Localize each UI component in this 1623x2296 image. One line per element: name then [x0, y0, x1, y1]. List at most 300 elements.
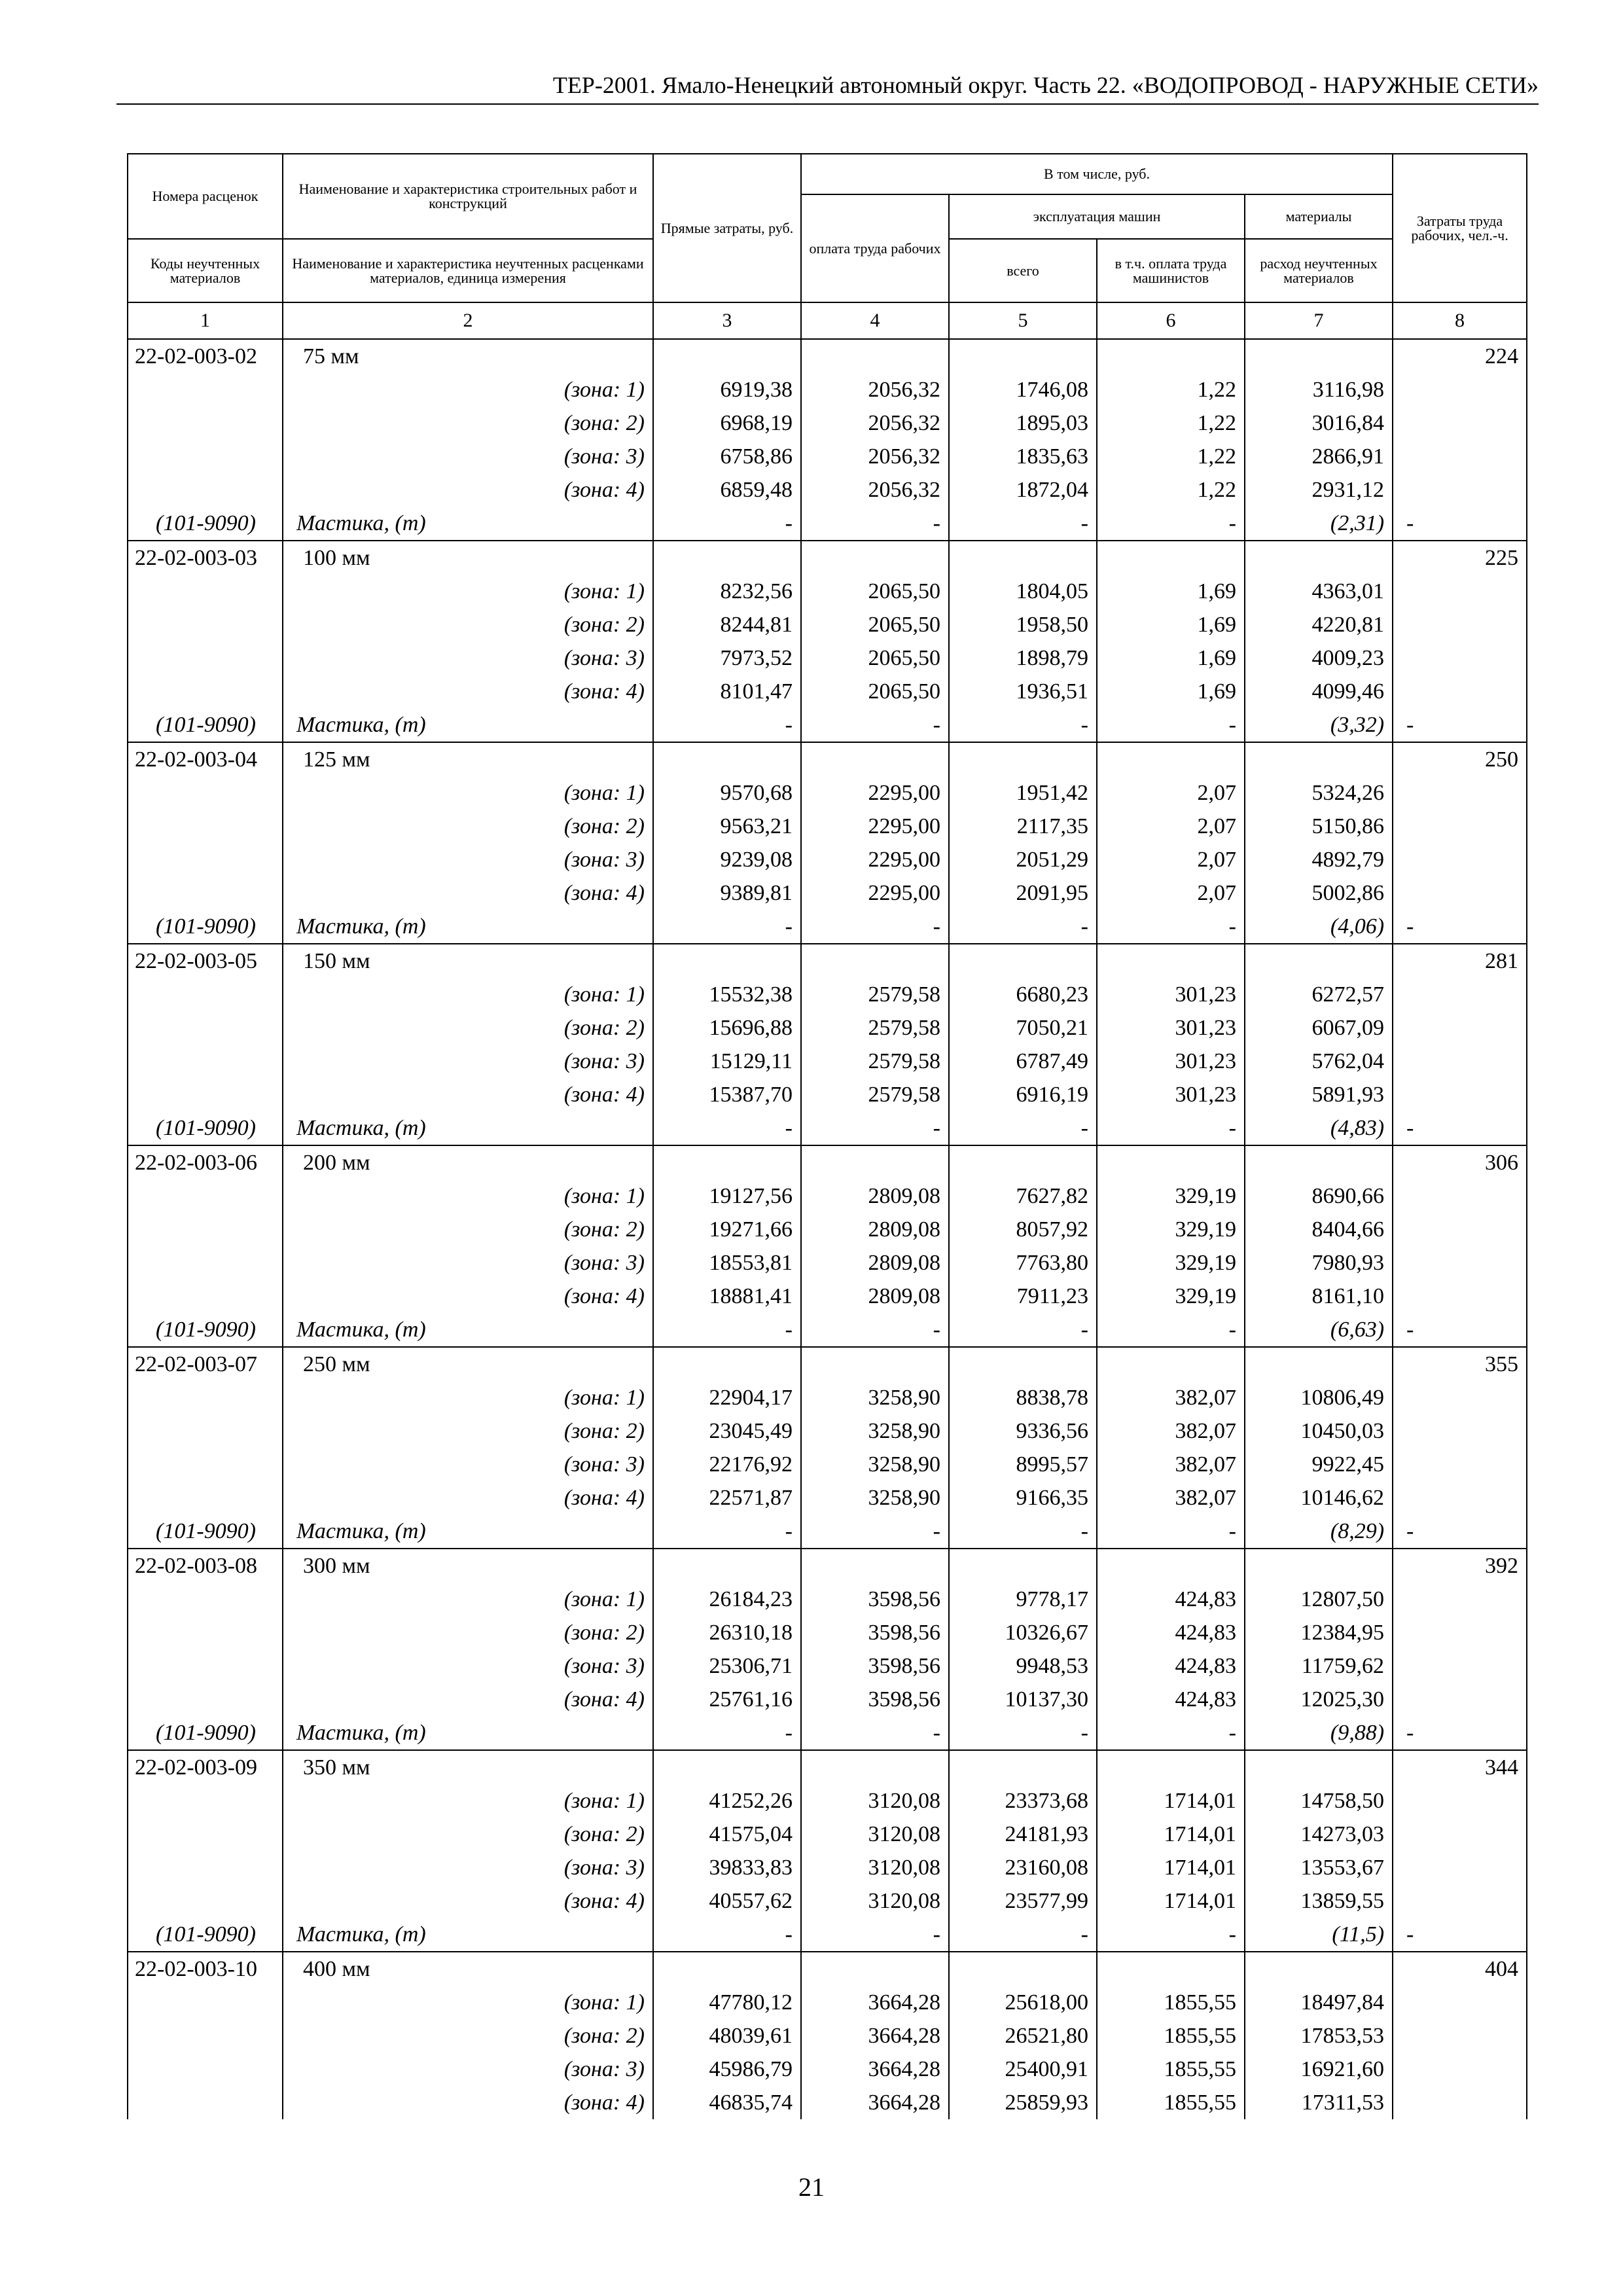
machines-operators: 1,22 [1097, 373, 1245, 406]
direct-costs: 45986,79 [653, 2053, 801, 2086]
empty-cell [653, 1952, 801, 1986]
zone-row [128, 810, 1527, 843]
zone-label: (зона: 4) [283, 675, 653, 708]
zone-row [128, 575, 1527, 608]
material-labor-cost: - [1393, 1313, 1527, 1347]
empty-cell [1393, 2019, 1527, 2053]
zone-row [128, 1011, 1527, 1045]
direct-costs: 25761,16 [653, 1683, 801, 1716]
rate-name: 400 мм [283, 1952, 653, 1986]
zone-label: (зона: 2) [283, 810, 653, 843]
empty-cell [1097, 541, 1245, 575]
zone-label: (зона: 2) [283, 1414, 653, 1448]
empty-cell [949, 1145, 1097, 1179]
material-quantity: (9,88) [1245, 1716, 1393, 1750]
empty-cell [653, 541, 801, 575]
machines-total: 7763,80 [949, 1246, 1097, 1280]
machines-total: 25859,93 [949, 2086, 1097, 2119]
empty-cell [128, 1884, 283, 1918]
empty-cell [1393, 1784, 1527, 1818]
zone-row [128, 2053, 1527, 2086]
material-code: (101-9090) [128, 1918, 283, 1952]
empty-cell [1393, 473, 1527, 507]
direct-costs: 15387,70 [653, 1078, 801, 1111]
zone-label: (зона: 4) [283, 1481, 653, 1515]
machines-operators: 1714,01 [1097, 1851, 1245, 1884]
material-row [128, 507, 1527, 541]
material-labor-pay: - [801, 507, 949, 541]
materials: 6067,09 [1245, 1011, 1393, 1045]
zone-row [128, 1986, 1527, 2019]
direct-costs: 41575,04 [653, 1818, 801, 1851]
empty-cell [128, 473, 283, 507]
direct-costs: 19271,66 [653, 1213, 801, 1246]
machines-total: 23577,99 [949, 1884, 1097, 1918]
material-name: Мастика, (т) [283, 1918, 653, 1952]
machines-total: 9166,35 [949, 1481, 1097, 1515]
materials: 2866,91 [1245, 440, 1393, 473]
table-body [128, 339, 1527, 2119]
empty-cell [1393, 810, 1527, 843]
empty-cell [128, 575, 283, 608]
zone-row [128, 1884, 1527, 1918]
empty-cell [1393, 1616, 1527, 1649]
machines-total: 8995,57 [949, 1448, 1097, 1481]
labor-cost: 224 [1393, 339, 1527, 373]
machines-operators: 2,07 [1097, 810, 1245, 843]
material-machines-total: - [949, 1313, 1097, 1347]
material-direct-costs: - [653, 708, 801, 742]
zone-row [128, 641, 1527, 675]
material-labor-pay: - [801, 1918, 949, 1952]
material-row [128, 1515, 1527, 1549]
empty-cell [949, 339, 1097, 373]
empty-cell [1393, 1078, 1527, 1111]
labor-pay: 3598,56 [801, 1583, 949, 1616]
machines-operators: 1,22 [1097, 473, 1245, 507]
zone-row [128, 608, 1527, 641]
empty-cell [1393, 575, 1527, 608]
header-rate-numbers: Номера расценок [128, 154, 283, 239]
empty-cell [128, 1683, 283, 1716]
material-row [128, 1313, 1527, 1347]
empty-cell [128, 1179, 283, 1213]
machines-total: 23373,68 [949, 1784, 1097, 1818]
labor-pay: 2065,50 [801, 608, 949, 641]
materials: 17311,53 [1245, 2086, 1393, 2119]
rate-row [128, 541, 1527, 575]
machines-total: 8057,92 [949, 1213, 1097, 1246]
labor-pay: 3664,28 [801, 2086, 949, 2119]
empty-cell [1393, 776, 1527, 810]
machines-total: 1872,04 [949, 473, 1097, 507]
labor-pay: 3598,56 [801, 1616, 949, 1649]
material-labor-cost: - [1393, 1515, 1527, 1549]
materials: 5324,26 [1245, 776, 1393, 810]
rate-code: 22-02-003-02 [128, 339, 283, 373]
machines-total: 23160,08 [949, 1851, 1097, 1884]
material-row [128, 1716, 1527, 1750]
machines-operators: 1714,01 [1097, 1784, 1245, 1818]
labor-cost: 281 [1393, 944, 1527, 978]
machines-total: 2051,29 [949, 843, 1097, 876]
material-quantity: (4,06) [1245, 910, 1393, 944]
labor-pay: 2809,08 [801, 1213, 949, 1246]
zone-label: (зона: 3) [283, 641, 653, 675]
header-materials: материалы [1245, 194, 1393, 239]
empty-cell [128, 1381, 283, 1414]
labor-pay: 3664,28 [801, 2053, 949, 2086]
rate-name: 125 мм [283, 742, 653, 776]
empty-cell [949, 1347, 1097, 1381]
material-row [128, 1111, 1527, 1145]
direct-costs: 6919,38 [653, 373, 801, 406]
material-labor-cost: - [1393, 708, 1527, 742]
labor-pay: 2579,58 [801, 978, 949, 1011]
materials: 5891,93 [1245, 1078, 1393, 1111]
zone-label: (зона: 3) [283, 1045, 653, 1078]
materials: 4892,79 [1245, 843, 1393, 876]
direct-costs: 26310,18 [653, 1616, 801, 1649]
machines-total: 25618,00 [949, 1986, 1097, 2019]
materials: 5002,86 [1245, 876, 1393, 910]
empty-cell [1393, 1280, 1527, 1313]
direct-costs: 6859,48 [653, 473, 801, 507]
empty-cell [1393, 1884, 1527, 1918]
labor-pay: 2065,50 [801, 575, 949, 608]
labor-pay: 3120,08 [801, 1884, 949, 1918]
zone-label: (зона: 3) [283, 440, 653, 473]
machines-total: 25400,91 [949, 2053, 1097, 2086]
header-col-number: 1 [128, 302, 283, 339]
empty-cell [128, 1448, 283, 1481]
zone-label: (зона: 1) [283, 1179, 653, 1213]
zone-label: (зона: 2) [283, 608, 653, 641]
labor-cost: 250 [1393, 742, 1527, 776]
empty-cell [128, 373, 283, 406]
zone-label: (зона: 3) [283, 1246, 653, 1280]
empty-cell [653, 742, 801, 776]
material-quantity: (8,29) [1245, 1515, 1393, 1549]
material-machines-total: - [949, 910, 1097, 944]
materials: 14758,50 [1245, 1784, 1393, 1818]
empty-cell [128, 1481, 283, 1515]
empty-cell [128, 1583, 283, 1616]
machines-total: 6680,23 [949, 978, 1097, 1011]
materials: 3116,98 [1245, 373, 1393, 406]
direct-costs: 18553,81 [653, 1246, 801, 1280]
material-code: (101-9090) [128, 1716, 283, 1750]
direct-costs: 41252,26 [653, 1784, 801, 1818]
material-direct-costs: - [653, 1111, 801, 1145]
empty-cell [1097, 1549, 1245, 1583]
labor-pay: 2056,32 [801, 406, 949, 440]
zone-row [128, 1414, 1527, 1448]
rate-name: 75 мм [283, 339, 653, 373]
material-direct-costs: - [653, 1918, 801, 1952]
empty-cell [1393, 843, 1527, 876]
machines-operators: 2,07 [1097, 876, 1245, 910]
material-name: Мастика, (т) [283, 507, 653, 541]
empty-cell [801, 1347, 949, 1381]
machines-operators: 424,83 [1097, 1649, 1245, 1683]
labor-pay: 3598,56 [801, 1683, 949, 1716]
materials: 12384,95 [1245, 1616, 1393, 1649]
empty-cell [1393, 2086, 1527, 2119]
zone-row [128, 1683, 1527, 1716]
labor-cost: 225 [1393, 541, 1527, 575]
empty-cell [1097, 1145, 1245, 1179]
header-material-description: Наименование и характеристика неучтенных расценками материалов, единица измерения [283, 239, 653, 302]
direct-costs: 8101,47 [653, 675, 801, 708]
materials: 18497,84 [1245, 1986, 1393, 2019]
rates-table-container [127, 153, 1526, 2119]
zone-label: (зона: 4) [283, 1884, 653, 1918]
labor-pay: 2295,00 [801, 876, 949, 910]
empty-cell [128, 2053, 283, 2086]
labor-pay: 2579,58 [801, 1078, 949, 1111]
machines-operators: 382,07 [1097, 1481, 1245, 1515]
zone-label: (зона: 1) [283, 776, 653, 810]
zone-label: (зона: 2) [283, 1616, 653, 1649]
empty-cell [653, 1549, 801, 1583]
machines-total: 1936,51 [949, 675, 1097, 708]
zone-row [128, 1280, 1527, 1313]
zone-label: (зона: 1) [283, 373, 653, 406]
material-direct-costs: - [653, 910, 801, 944]
empty-cell [128, 876, 283, 910]
machines-total: 9948,53 [949, 1649, 1097, 1683]
empty-cell [1393, 1986, 1527, 2019]
empty-cell [128, 1045, 283, 1078]
zone-row [128, 1213, 1527, 1246]
zone-label: (зона: 3) [283, 2053, 653, 2086]
empty-cell [128, 406, 283, 440]
labor-pay: 2295,00 [801, 776, 949, 810]
labor-pay: 2295,00 [801, 810, 949, 843]
rate-name: 350 мм [283, 1750, 653, 1784]
machines-operators: 424,83 [1097, 1616, 1245, 1649]
machines-operators: 1855,55 [1097, 2019, 1245, 2053]
labor-pay: 2056,32 [801, 373, 949, 406]
machines-operators: 1,69 [1097, 675, 1245, 708]
rate-row [128, 742, 1527, 776]
machines-operators: 1855,55 [1097, 1986, 1245, 2019]
material-quantity: (11,5) [1245, 1918, 1393, 1952]
empty-cell [1393, 1011, 1527, 1045]
material-labor-pay: - [801, 1716, 949, 1750]
materials: 17853,53 [1245, 2019, 1393, 2053]
direct-costs: 48039,61 [653, 2019, 801, 2053]
material-machines-operators: - [1097, 507, 1245, 541]
rate-code: 22-02-003-04 [128, 742, 283, 776]
empty-cell [801, 1952, 949, 1986]
labor-pay: 2809,08 [801, 1246, 949, 1280]
material-labor-pay: - [801, 1313, 949, 1347]
labor-cost: 355 [1393, 1347, 1527, 1381]
rate-row [128, 1952, 1527, 1986]
labor-pay: 2809,08 [801, 1179, 949, 1213]
labor-pay: 3598,56 [801, 1649, 949, 1683]
header-col-number: 4 [801, 302, 949, 339]
direct-costs: 6968,19 [653, 406, 801, 440]
direct-costs: 40557,62 [653, 1884, 801, 1918]
header-col-number: 3 [653, 302, 801, 339]
material-machines-operators: - [1097, 1918, 1245, 1952]
direct-costs: 25306,71 [653, 1649, 801, 1683]
empty-cell [801, 944, 949, 978]
rate-code: 22-02-003-07 [128, 1347, 283, 1381]
header-work-description: Наименование и характеристика строительных работ и конструкций [283, 154, 653, 239]
material-name: Мастика, (т) [283, 1313, 653, 1347]
material-row [128, 910, 1527, 944]
material-labor-cost: - [1393, 1111, 1527, 1145]
empty-cell [1393, 675, 1527, 708]
empty-cell [1097, 1952, 1245, 1986]
labor-pay: 3258,90 [801, 1481, 949, 1515]
machines-operators: 382,07 [1097, 1448, 1245, 1481]
materials: 4363,01 [1245, 575, 1393, 608]
machines-total: 24181,93 [949, 1818, 1097, 1851]
zone-label: (зона: 1) [283, 1784, 653, 1818]
machines-operators: 1,69 [1097, 608, 1245, 641]
labor-pay: 2065,50 [801, 675, 949, 708]
rate-code: 22-02-003-08 [128, 1549, 283, 1583]
zone-row [128, 1246, 1527, 1280]
materials: 7980,93 [1245, 1246, 1393, 1280]
machines-operators: 1,69 [1097, 575, 1245, 608]
empty-cell [1393, 876, 1527, 910]
rate-name: 150 мм [283, 944, 653, 978]
empty-cell [1393, 1851, 1527, 1884]
rate-row [128, 339, 1527, 373]
machines-operators: 1714,01 [1097, 1884, 1245, 1918]
labor-pay: 2579,58 [801, 1011, 949, 1045]
material-code: (101-9090) [128, 1111, 283, 1145]
empty-cell [801, 1750, 949, 1784]
materials: 8404,66 [1245, 1213, 1393, 1246]
zone-label: (зона: 2) [283, 1818, 653, 1851]
zone-row [128, 1851, 1527, 1884]
material-quantity: (2,31) [1245, 507, 1393, 541]
zone-row [128, 406, 1527, 440]
zone-row [128, 440, 1527, 473]
direct-costs: 26184,23 [653, 1583, 801, 1616]
material-labor-pay: - [801, 708, 949, 742]
zone-row [128, 1078, 1527, 1111]
empty-cell [1245, 541, 1393, 575]
direct-costs: 8244,81 [653, 608, 801, 641]
header-machines-operators: в т.ч. оплата труда машинистов [1097, 239, 1245, 302]
machines-total: 1746,08 [949, 373, 1097, 406]
empty-cell [1393, 1179, 1527, 1213]
direct-costs: 23045,49 [653, 1414, 801, 1448]
empty-cell [128, 776, 283, 810]
zone-row [128, 1381, 1527, 1414]
empty-cell [1245, 1145, 1393, 1179]
direct-costs: 47780,12 [653, 1986, 801, 2019]
material-machines-operators: - [1097, 1716, 1245, 1750]
rate-row [128, 1347, 1527, 1381]
materials: 13859,55 [1245, 1884, 1393, 1918]
rates-table [127, 153, 1527, 2119]
empty-cell [128, 810, 283, 843]
materials: 6272,57 [1245, 978, 1393, 1011]
machines-operators: 301,23 [1097, 1078, 1245, 1111]
machines-operators: 382,07 [1097, 1381, 1245, 1414]
empty-cell [128, 1851, 283, 1884]
zone-label: (зона: 3) [283, 843, 653, 876]
rate-code: 22-02-003-06 [128, 1145, 283, 1179]
machines-total: 7627,82 [949, 1179, 1097, 1213]
header-col-number: 7 [1245, 302, 1393, 339]
zone-label: (зона: 2) [283, 406, 653, 440]
materials: 9922,45 [1245, 1448, 1393, 1481]
zone-row [128, 876, 1527, 910]
machines-operators: 301,23 [1097, 1045, 1245, 1078]
machines-total: 1895,03 [949, 406, 1097, 440]
empty-cell [1393, 1045, 1527, 1078]
machines-operators: 2,07 [1097, 843, 1245, 876]
materials: 5762,04 [1245, 1045, 1393, 1078]
machines-operators: 301,23 [1097, 1011, 1245, 1045]
empty-cell [1393, 1818, 1527, 1851]
machines-total: 1835,63 [949, 440, 1097, 473]
labor-pay: 3258,90 [801, 1414, 949, 1448]
labor-pay: 3258,90 [801, 1448, 949, 1481]
materials: 8161,10 [1245, 1280, 1393, 1313]
material-machines-operators: - [1097, 708, 1245, 742]
empty-cell [1097, 742, 1245, 776]
rate-name: 100 мм [283, 541, 653, 575]
empty-cell [801, 541, 949, 575]
labor-pay: 3258,90 [801, 1381, 949, 1414]
machines-operators: 1855,55 [1097, 2053, 1245, 2086]
rate-code: 22-02-003-10 [128, 1952, 283, 1986]
empty-cell [1393, 440, 1527, 473]
materials: 10806,49 [1245, 1381, 1393, 1414]
machines-total: 10326,67 [949, 1616, 1097, 1649]
empty-cell [1393, 373, 1527, 406]
header-machines-total: всего [949, 239, 1097, 302]
rate-code: 22-02-003-05 [128, 944, 283, 978]
rate-row [128, 1750, 1527, 1784]
zone-label: (зона: 1) [283, 1583, 653, 1616]
materials: 10146,62 [1245, 1481, 1393, 1515]
zone-row [128, 776, 1527, 810]
zone-label: (зона: 2) [283, 2019, 653, 2053]
material-machines-total: - [949, 708, 1097, 742]
zone-row [128, 1481, 1527, 1515]
empty-cell [1393, 978, 1527, 1011]
zone-label: (зона: 2) [283, 1011, 653, 1045]
materials: 12025,30 [1245, 1683, 1393, 1716]
labor-pay: 2056,32 [801, 473, 949, 507]
machines-total: 9778,17 [949, 1583, 1097, 1616]
table-header [128, 154, 1527, 339]
zone-row [128, 473, 1527, 507]
zone-label: (зона: 4) [283, 1683, 653, 1716]
machines-operators: 329,19 [1097, 1280, 1245, 1313]
empty-cell [128, 2086, 283, 2119]
machines-total: 6916,19 [949, 1078, 1097, 1111]
labor-pay: 2056,32 [801, 440, 949, 473]
empty-cell [1097, 1347, 1245, 1381]
material-machines-total: - [949, 1918, 1097, 1952]
empty-cell [1393, 1448, 1527, 1481]
header-materials-unaccounted: расход неучтенных материалов [1245, 239, 1393, 302]
labor-pay: 3664,28 [801, 2019, 949, 2053]
